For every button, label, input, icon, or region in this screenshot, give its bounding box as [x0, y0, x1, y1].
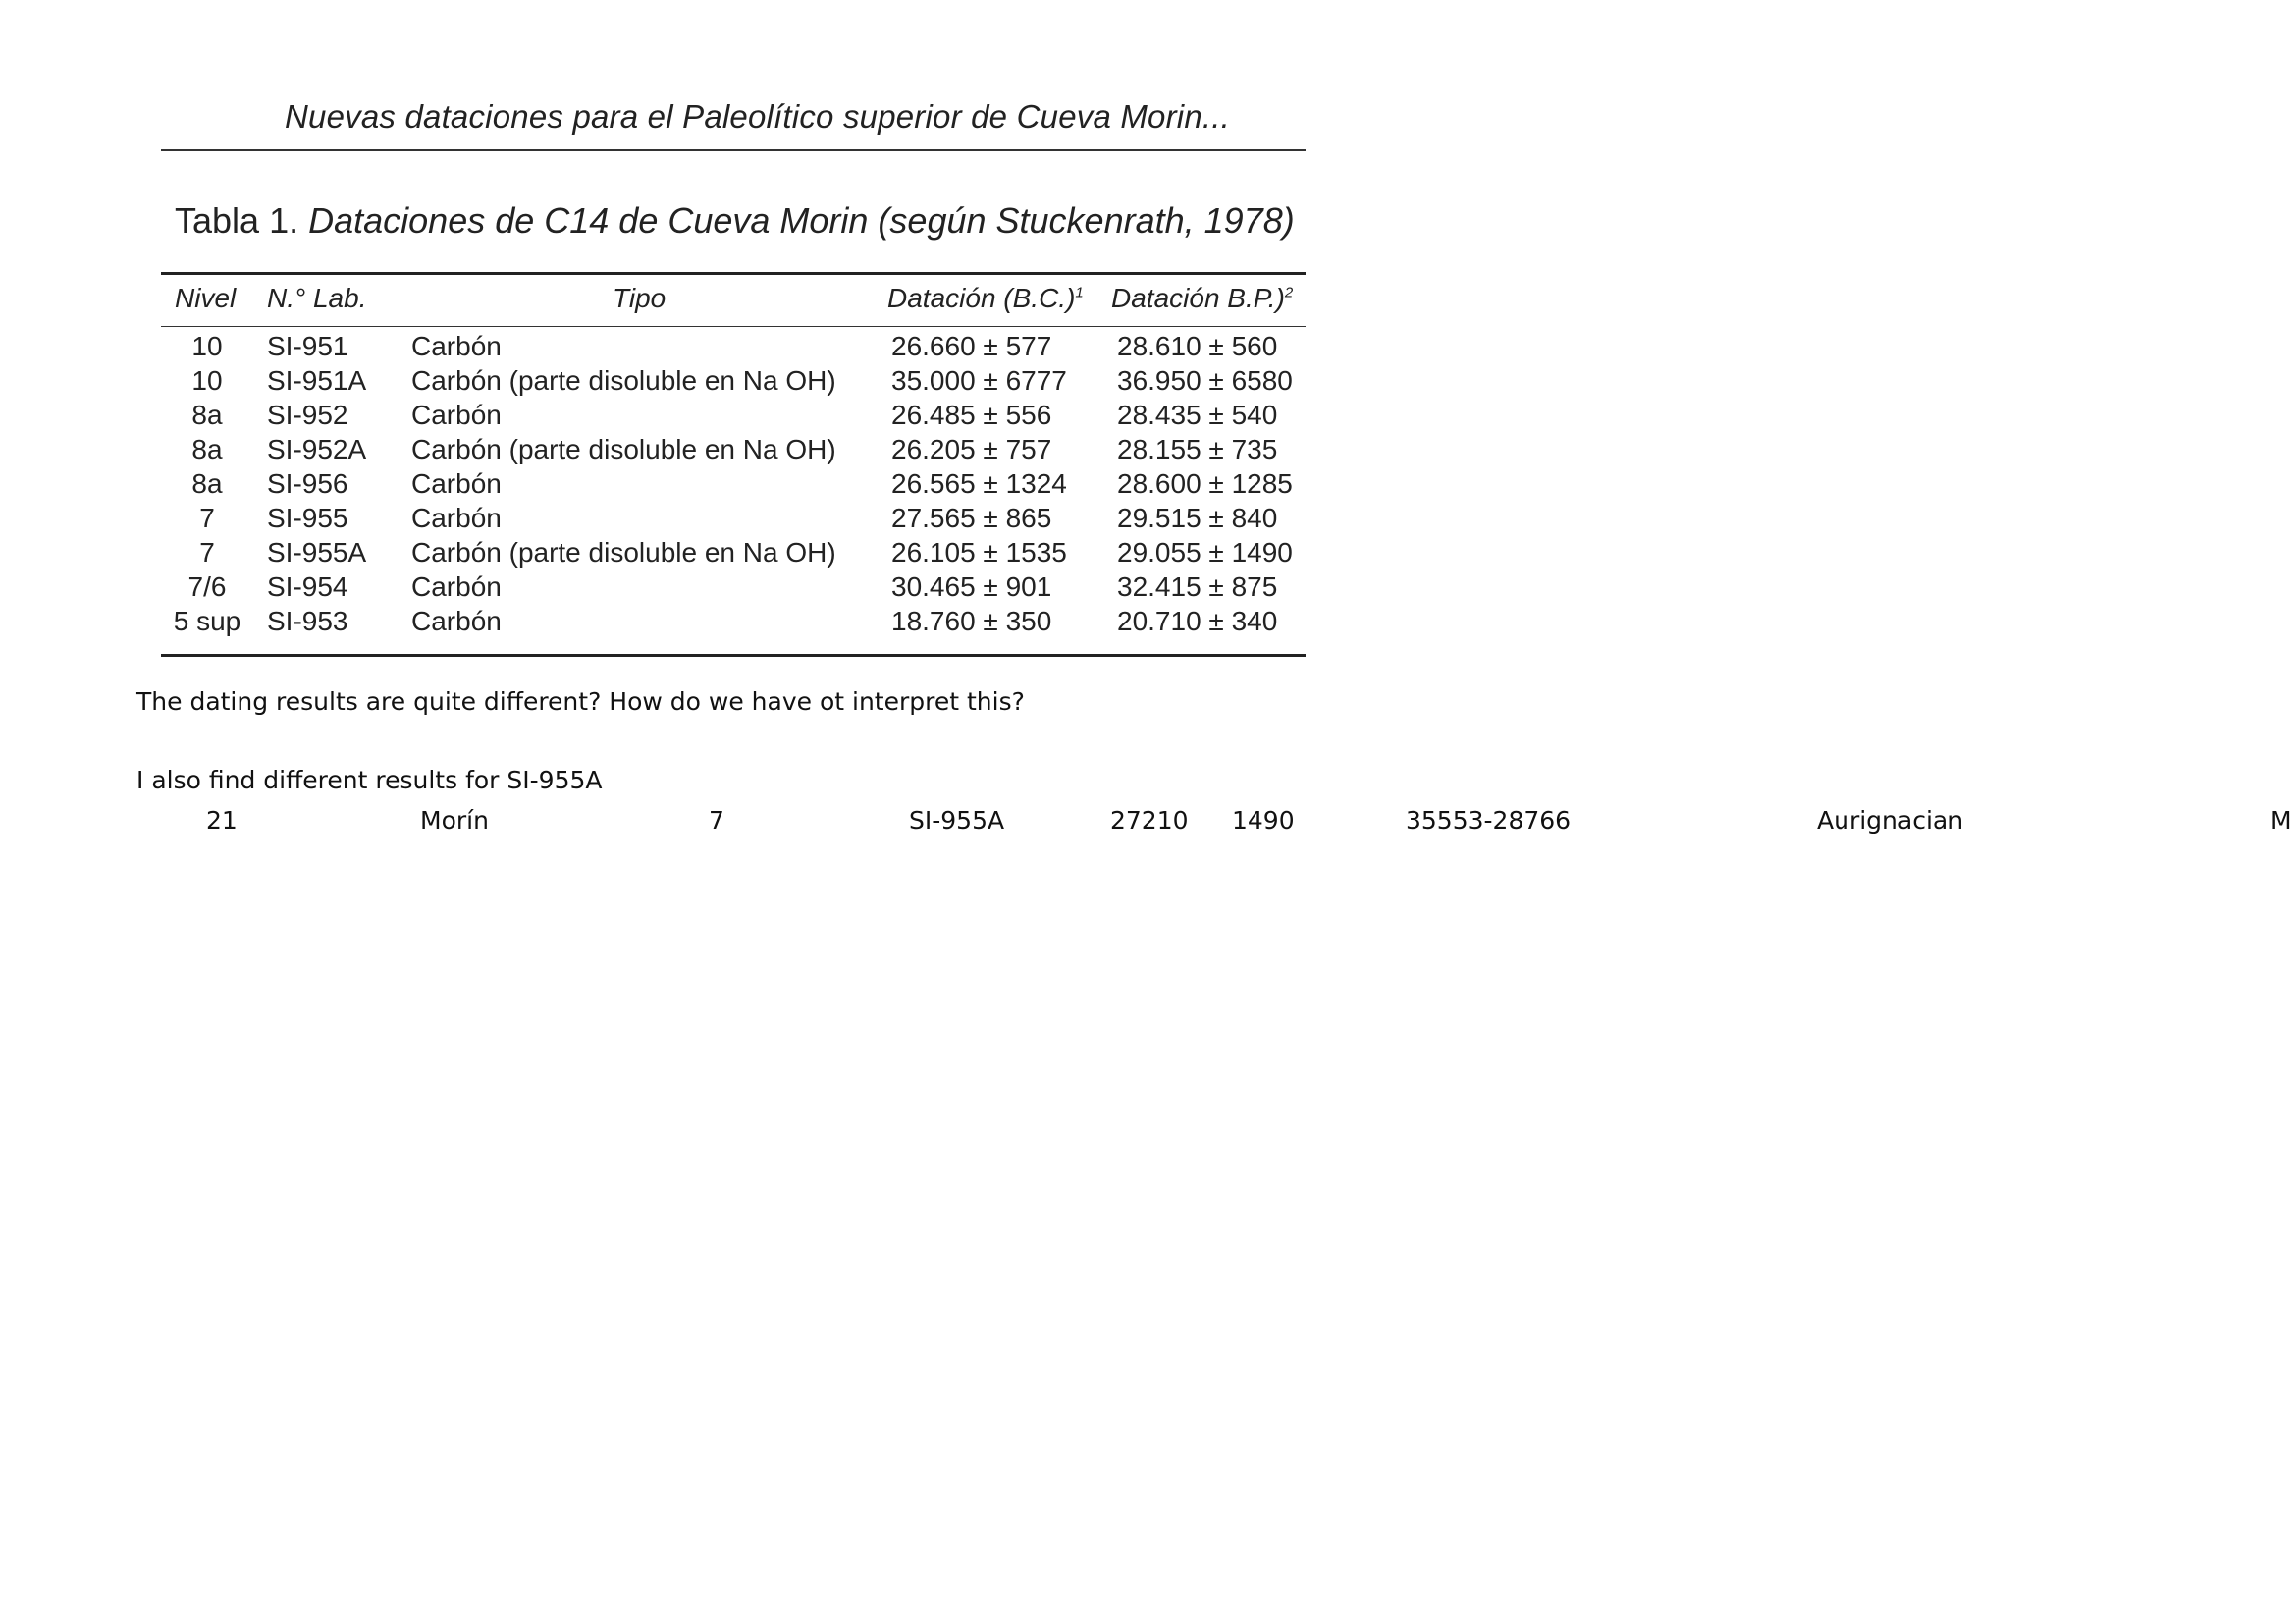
cell-culture[interactable]: Aurignacian [1817, 806, 1964, 835]
cell-tipo: Carbón [411, 503, 502, 533]
cell-site[interactable]: Morín [420, 806, 489, 835]
cell-bp: 36.950 ± 6580 [1117, 365, 1293, 396]
cell-bp: 28.610 ± 560 [1117, 331, 1278, 361]
cell-bp: 29.515 ± 840 [1117, 503, 1278, 533]
table-title: Dataciones de C14 de Cueva Morin (según Stuckenrath, 1978) [308, 200, 1295, 241]
cell-lab: SI-955 [267, 503, 348, 533]
cell-lab: SI-952A [267, 434, 367, 464]
cell-tipo: Carbón [411, 606, 502, 636]
cell-nivel: 7/6 [187, 571, 227, 602]
cell-truncated[interactable]: M [2270, 806, 2292, 835]
cell-bc: 35.000 ± 6777 [891, 365, 1067, 396]
cell-bc: 30.465 ± 901 [891, 571, 1052, 602]
cell-lab: SI-951 [267, 331, 348, 361]
cell-lab: SI-952 [267, 400, 348, 430]
col-header-bc-note: 1 [1075, 284, 1084, 301]
cell-calibrated-range[interactable]: 35553-28766 [1406, 806, 1572, 835]
cell-id[interactable]: 21 [206, 806, 238, 835]
col-header-bc [887, 283, 1084, 314]
col-header-bp-note: 2 [1284, 284, 1294, 301]
cell-lab: SI-951A [267, 365, 367, 396]
table-bottom-rule [161, 654, 1306, 657]
cell-tipo: Carbón [411, 468, 502, 499]
table-top-rule [161, 272, 1306, 275]
cell-lab-number[interactable]: SI-955A [909, 806, 1005, 835]
also-note: I also find different results for SI-955A [136, 766, 603, 794]
cell-tipo: Carbón [411, 571, 502, 602]
cell-lab: SI-956 [267, 468, 348, 499]
running-head: Nuevas dataciones para el Paleolítico superior de Cueva Morin... [285, 98, 1230, 135]
cell-bp: 20.710 ± 340 [1117, 606, 1278, 636]
cell-bp: 28.600 ± 1285 [1117, 468, 1293, 499]
cell-bp: 28.155 ± 735 [1117, 434, 1278, 464]
col-header-bc-label: Datación (B.C.) [887, 283, 1076, 313]
cell-nivel: 5 sup [173, 606, 241, 636]
col-header-bp [1111, 283, 1293, 314]
cell-bp: 28.435 ± 540 [1117, 400, 1278, 430]
cell-bc: 27.565 ± 865 [891, 503, 1052, 533]
cell-nivel: 10 [191, 365, 223, 396]
cell-tipo: Carbón [411, 400, 502, 430]
cell-tipo: Carbón (parte disoluble en Na OH) [411, 434, 836, 464]
cell-lab: SI-955A [267, 537, 367, 568]
cell-level[interactable]: 7 [709, 806, 724, 835]
running-head-rule [161, 149, 1306, 151]
col-header-lab: N.° Lab. [267, 283, 367, 313]
cell-bc: 26.485 ± 556 [891, 400, 1052, 430]
cell-nivel: 8a [191, 468, 223, 499]
cell-tipo: Carbón (parte disoluble en Na OH) [411, 365, 836, 396]
cell-nivel: 7 [199, 537, 215, 568]
cell-nivel: 8a [191, 434, 223, 464]
cell-bc: 26.105 ± 1535 [891, 537, 1067, 568]
scanned-table-clipping [157, 90, 1315, 670]
cell-bc: 18.760 ± 350 [891, 606, 1052, 636]
table-header-rule [161, 326, 1306, 327]
cell-lab: SI-953 [267, 606, 348, 636]
col-header-bp-label: Datación B.P.) [1111, 283, 1285, 313]
spreadsheet-row [0, 806, 2296, 839]
table-number: Tabla 1. [175, 200, 299, 241]
cell-bc: 26.565 ± 1324 [891, 468, 1067, 499]
cell-nivel: 8a [191, 400, 223, 430]
cell-bc: 26.660 ± 577 [891, 331, 1052, 361]
cell-bp: 32.415 ± 875 [1117, 571, 1278, 602]
cell-bc: 26.205 ± 757 [891, 434, 1052, 464]
table-caption [175, 200, 1295, 242]
cell-date-bp[interactable]: 27210 [1110, 806, 1189, 835]
col-header-nivel: Nivel [175, 283, 237, 313]
cell-lab: SI-954 [267, 571, 348, 602]
cell-error[interactable]: 1490 [1232, 806, 1295, 835]
cell-bp: 29.055 ± 1490 [1117, 537, 1293, 568]
cell-tipo: Carbón [411, 331, 502, 361]
cell-nivel: 10 [191, 331, 223, 361]
cell-nivel: 7 [199, 503, 215, 533]
question-note: The dating results are quite different? How do we have ot interpret this? [136, 687, 1025, 716]
cell-tipo: Carbón (parte disoluble en Na OH) [411, 537, 836, 568]
col-header-tipo: Tipo [613, 283, 667, 313]
